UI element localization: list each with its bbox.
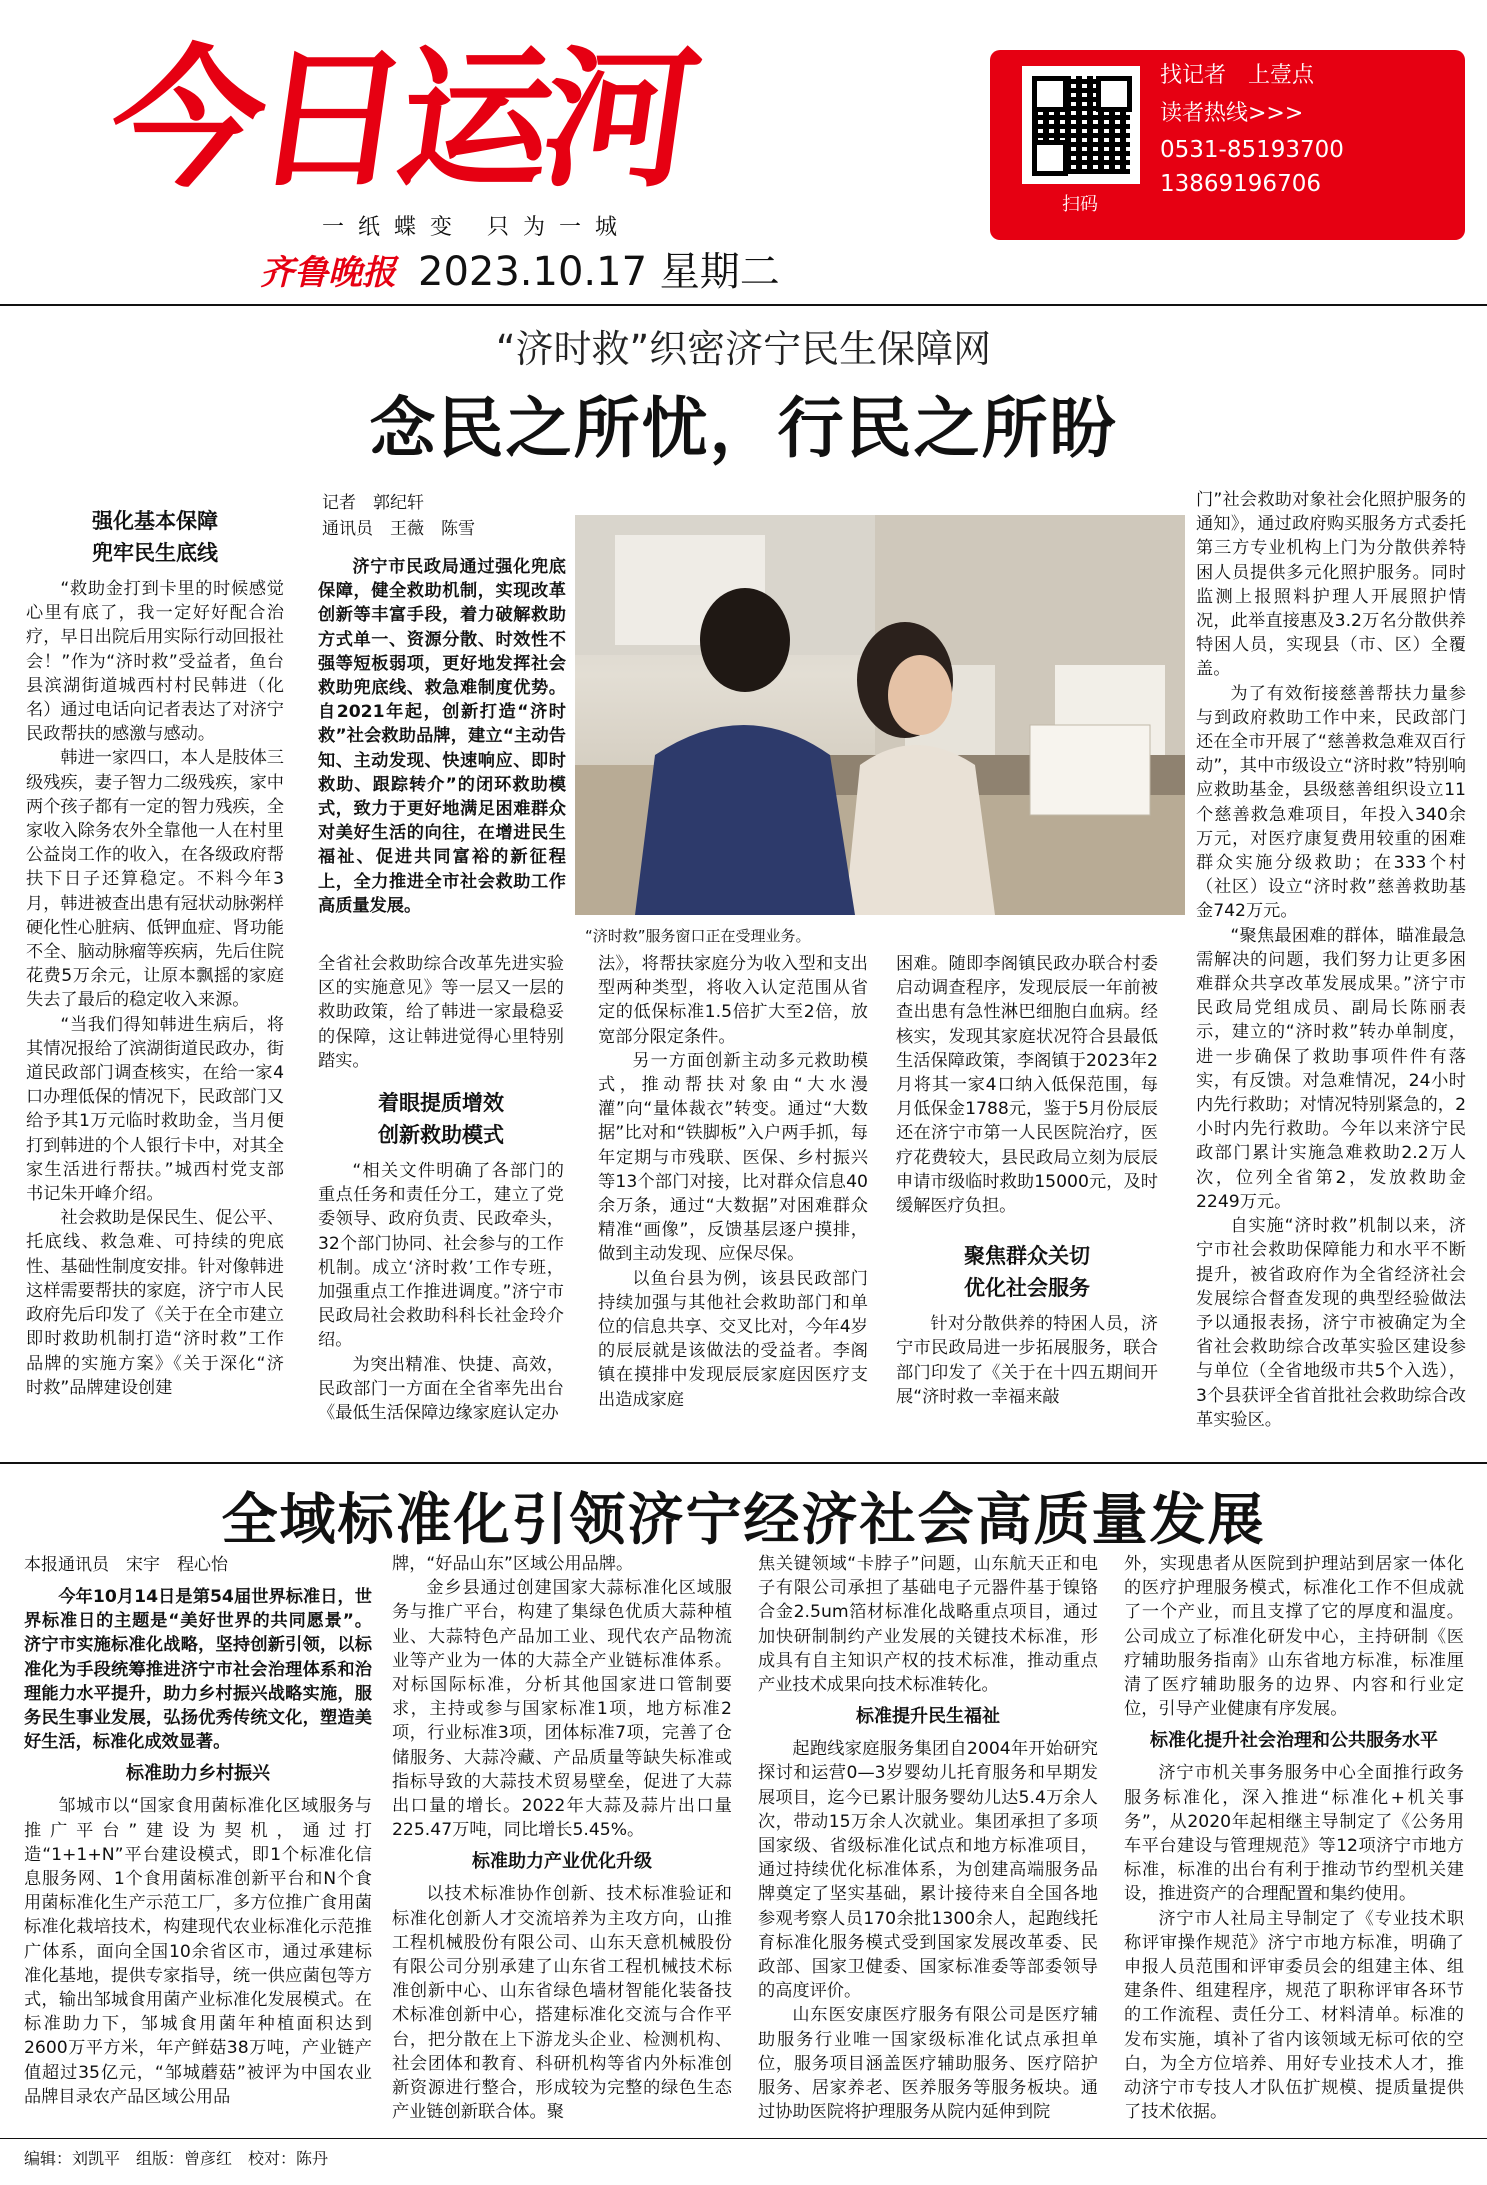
paragraph: 门”社会救助对象社会化照护服务的通知》，通过政府购买服务方式委托第三方专业机构上门为分散供养特困人员提供多元化照护服务。同时监测上报照料护理人开展照护情况，此举直接惠及3.2万名分散供养特困人员，实现县（市、区）全覆盖。	[1196, 490, 1466, 680]
subhead: 标准化提升社会治理和公共服务水平	[1150, 1730, 1438, 1752]
article2-column4	[1124, 1552, 1464, 2124]
paragraph: 法》，将帮扶家庭分为收入型和支出型两种类型，将收入认定范围从省定的低保标准1.5倍扩大至2倍，放宽部分限定条件。	[598, 954, 868, 1047]
paragraph: 济宁市人社局主导制定了《专业技术职称评审操作规范》济宁市地方标准，明确了申报人员范围和评审委员会的组建主体、组建条件、组建程序，规范了职称评审各环节的工作流程、责任分工、材料清单。标准的发布实施，填补了省内该领域无标可依的空白，为全方位培养、用好专业技术人才，推动济宁市专技人才队伍扩规模、提质量提供了技术依据。	[1124, 1908, 1464, 2123]
paragraph: 韩进一家四口，本人是肢体三级残疾，妻子智力二级残疾，家中两个孩子都有一定的智力残疾，全家收入除务农外全靠他一人在村里公益岗工作的收入，在各级政府帮扶下日子还算稳定。不料今年3月，韩进被查出患有冠状动脉粥样硬化性心脏病、低钾血症、肾功能不全、脑动脉瘤等疾病，先后住院花费5万余元，让原本飘摇的家庭失去了最后的稳定收入来源。	[26, 748, 284, 1011]
paragraph: 焦关键领域“卡脖子”问题，山东航天正和电子有限公司承担了基础电子元器件基于镍铬合金2.5um箔材标准化战略重点项目，通过加快研制制约产业发展的关键技术标准，形成具有自主知识产权的技术标准，推动重点产业技术成果向技术标准转化。	[758, 1554, 1098, 1696]
paragraph: 社会救助是保民生、促公平、托底线、救急难、可持续的兜底性、基础性制度安排。针对像韩进这样需要帮扶的家庭，济宁市人民政府先后印发了《关于在全市建立即时救助机制打造“济时救”工作品牌的实施方案》《关于深化“济时救”品牌建设创建	[26, 1208, 284, 1398]
article1-column2	[318, 952, 564, 1425]
paragraph: 以技术标准协作创新、技术标准验证和标准化创新人才交流培养为主攻方向，山推工程机械股份有限公司、山东天意机械股份有限公司分别承建了山东省工程机械技术标准创新中心、山东省绿色墙材智能化装备技术标准创新中心，搭建标准化交流与合作平台，把分散在上下游龙头企业、检测机构、社会团体和教育、科研机构等省内外标准创新资源进行整合，形成较为完整的绿色生态产业链创新联合体。聚	[392, 1884, 732, 2123]
article1-column1	[26, 505, 284, 1400]
subhead: 强化基本保障	[92, 509, 218, 533]
paragraph: 济宁市机关事务服务中心全面推行政务服务标准化，深入推进“标准化+机关事务”，从2020年起相继主导制定了《公务用车平台建设与管理规范》等12项济宁市地方标准，标准的出台有利于推动节约型机关建设，推进资产的合理配置和集约使用。	[1124, 1763, 1464, 1905]
paragraph: 自实施“济时救”机制以来，济宁市社会救助保障能力和水平不断提升，被省政府作为全省经济社会发展综合督查发现的典型经验做法予以通报表扬，济宁市被确定为全省社会救助综合改革实验区建设参与单位（全省地级市共5个入选），3个县获评全省首批社会救助综合改革实验区。	[1196, 1216, 1466, 1430]
article1-column5	[1196, 488, 1466, 1432]
editor-credits: 编辑：刘凯平 组版：曾彦红 校对：陈丹	[24, 2149, 329, 2168]
contact-line2: 读者热线>>>	[1160, 101, 1304, 126]
qr-code-icon[interactable]	[1022, 66, 1140, 184]
article2-byline: 本报通讯员 宋宇 程心怡	[24, 1555, 228, 1575]
article1-column3	[598, 952, 868, 1412]
lead-paragraph: 济宁市民政局通过强化兜底保障，健全救助机制，实现改革创新等丰富手段，着力破解救助方式单一、资源分散、时效性不强等短板弱项，更好地发挥社会救助兜底线、救急难制度优势。自2021年起，创新打造“济时救”社会救助品牌，建立“主动告知、主动发现、快速响应、即时救助、跟踪转介”的闭环救助模式，致力于更好地满足困难群众对美好生活的向往，在增进民生福祉、促进共同富裕的新征程上，全力推进全市社会救助工作高质量发展。	[318, 557, 566, 916]
subhead: 标准助力产业优化升级	[472, 1851, 652, 1873]
article2-headline: 全域标准化引领济宁经济社会高质量发展	[221, 1487, 1266, 1553]
paragraph: 为了有效衔接慈善帮扶力量参与到政府救助工作中来，民政部门还在全市开展了“慈善救急难双百行动”，其中市级设立“济时救”特别响应救助基金，县级慈善组织设立11个慈善救急难项目，年投入340余万元，对医疗康复费用较重的困难群众实施分级救助；在333个村（社区）设立“济时救”慈善救助基金742万元。	[1196, 683, 1466, 922]
hotline-phone1[interactable]: 0531-85193700	[1160, 137, 1344, 163]
article1-column4	[896, 952, 1158, 1409]
newspaper-brand-logo: 齐鲁晚报	[260, 253, 396, 293]
paragraph: “当我们得知韩进生病后，将其情况报给了滨湖街道民政办，街道民政部门调查核实，在给一家4口办理低保的情况下，民政部门又给予其1万元临时救助金，当月便打到韩进的个人银行卡中，对其全家生活进行帮扶。”城西村党支部书记朱开峰介绍。	[26, 1014, 284, 1205]
issue-date: 2023.10.17 星期二	[418, 249, 780, 295]
article2-column2	[392, 1552, 732, 2124]
contact-line1: 找记者 上壹点	[1160, 63, 1315, 88]
hotline-phone2[interactable]: 13869196706	[1160, 171, 1321, 197]
article1-byline	[322, 490, 475, 542]
masthead-slogan: 一纸蝶变 只为一城	[322, 215, 631, 240]
paragraph: 起跑线家庭服务集团自2004年开始研究探讨和运营0—3岁婴幼儿托育服务和早期发展项目，迄今已累计服务婴幼儿达5.4万余人次，带动15万余人次就业。集团承担了多项国家级、省级标准化试点和地方标准项目，通过持续优化标准体系，为创建高端服务品牌奠定了坚实基础，累计接待来自全国各地参观考察人员170余批1300余人，起跑线托育标准化服务模式受到国家发展改革委、民政部、国家卫健委、国家标准委等部委领导的高度评价。	[758, 1739, 1098, 2002]
paragraph: “救助金打到卡里的时候感觉心里有底了，我一定好好配合治疗，早日出院后用实际行动回报社会！”作为“济时救”受益者，鱼台县滨湖街道城西村村民韩进（化名）通过电话向记者表达了对济宁民政帮扶的感激与感动。	[26, 579, 284, 745]
paragraph: “聚焦最困难的群体，瞄准最急需解决的问题，我们努力让更多困难群众共享改革发展成果。”济宁市民政局党组成员、副局长陈丽表示，建立的“济时救”转办单制度，进一步确保了救助事项件件有落实，有反馈。对急难情况，24小时内先行救助；对情况特别紧急的，2小时内先行救助。今年以来济宁民政部门累计实施急难救助2.2万人次，位列全省第2，发放救助金2249万元。	[1196, 925, 1466, 1212]
byline-correspondent: 通讯员 王薇 陈雪	[322, 519, 475, 539]
paragraph: 以鱼台县为例，该县民政部门持续加强与其他社会救助部门和单位的信息共享、交叉比对，今年4岁的辰辰就是该做法的受益者。李阁镇在摸排中发现辰辰家庭因医疗支出造成家庭	[598, 1268, 868, 1410]
paragraph: “相关文件明确了各部门的重点任务和责任分工，建立了党委领导、政府负责、民政牵头，32个部门协同、社会参与的工作机制。成立‘济时救’工作专班，加强重点工作推进调度。”济宁市民政局社会救助科科长社金玲介绍。	[318, 1161, 564, 1351]
article2-column3	[758, 1552, 1098, 2124]
paragraph: 针对分散供养的特困人员，济宁市民政局进一步拓展服务，联合部门印发了《关于在十四五期间开展“济时救一幸福来敲	[896, 1314, 1158, 1407]
masthead-divider	[0, 304, 1487, 306]
footer-divider	[0, 2138, 1487, 2139]
byline-reporter: 记者 郭纪轩	[322, 493, 424, 513]
article1-lead	[318, 555, 566, 918]
lead-paragraph: 今年10月14日是第54届世界标准日，世界标准日的主题是“美好世界的共同愿景”。济宁市实施标准化战略，坚持创新引领，以标准化为手段统筹推进济宁市社会治理体系和治理能力水平提升，助力乡村振兴战略实施，服务民生事业发展，弘扬优秀传统文化，塑造美好生活，标准化成效显著。	[24, 1587, 372, 1753]
section-divider	[0, 1462, 1487, 1464]
paragraph: 牌，“好品山东”区域公用品牌。	[392, 1554, 634, 1574]
paragraph: 山东医安康医疗服务有限公司是医疗辅助服务行业唯一国家级标准化试点承担单位，服务项目涵盖医疗辅助服务、医疗陪护服务、居家养老、医养服务等服务板块。通过协助医院将护理服务从院内延伸到院	[758, 2005, 1098, 2123]
paragraph: 全省社会救助综合改革先进实验区的实施意见》等一层又一层的救助政策，给了韩进一家最稳妥的保障，这让韩进觉得心里特别踏实。	[318, 954, 564, 1071]
paragraph: 金乡县通过创建国家大蒜标准化区域服务与推广平台，构建了集绿色优质大蒜种植业、大蒜特色产品加工业、现代农产品物流业等产业为一体的大蒜全产业链标准体系。对标国际标准，分析其他国家进口管制要求，主持或参与国家标准1项，地方标准2项，行业标准3项，团体标准7项，完善了仓储服务、大蒜冷藏、产品质量等缺失标准或指标导致的大蒜技术贸易壁垒，促进了大蒜出口量的增长。2022年大蒜及蒜片出口量225.47万吨，同比增长5.45%。	[392, 1578, 732, 1841]
paragraph: 为突出精准、快捷、高效，民政部门一方面在全省率先出台《最低生活保障边缘家庭认定办	[318, 1354, 564, 1424]
subhead: 兜牢民生底线	[92, 541, 218, 565]
service-window-photo	[575, 515, 1185, 915]
subhead: 着眼提质增效	[378, 1091, 504, 1116]
paragraph: 邹城市以“国家食用菌标准化区域服务与推广平台”建设为契机，通过打造“1+1+N”平台建设模式，即1个标准化信息服务网、1个食用菌标准创新平台和N个食用菌标准化生产示范工厂，多方位推广食用菌标准化栽培技术，构建现代农业标准化示范推广体系，面向全国10余省区市，通过承建标准化基地，提供专家指导，统一供应菌包等方式，输出邹城食用菌产业标准化发展模式。在标准助力下，邹城食用菌年种植面积达到2600万平方米，年产鲜菇38万吨，产业链产值超过35亿元，“邹城蘑菇”被评为中国农业品牌目录农产品区域公用品	[24, 1796, 372, 2107]
masthead-title: 今日运河	[99, 31, 701, 208]
subhead: 优化社会服务	[964, 1276, 1090, 1301]
subhead: 聚焦群众关切	[964, 1244, 1090, 1269]
subhead: 标准提升民生福祉	[856, 1706, 1000, 1728]
article2-column1	[24, 1585, 372, 2109]
photo-caption: “济时救”服务窗口正在受理业务。	[585, 927, 811, 945]
qr-label: 扫码	[1062, 194, 1098, 215]
paragraph: 外，实现患者从医院到护理站到居家一体化的医疗护理服务模式，标准化工作不但成就了一个产业，而且支撑了它的厚度和温度。公司成立了标准化研发中心，主持研制《医疗辅助服务指南》山东省地方标准，标准厘清了医疗辅助服务的边界、内容和行业定位，引导产业健康有序发展。	[1124, 1554, 1464, 1720]
article1-kicker: “济时救”织密济宁民生保障网	[495, 327, 992, 371]
subhead: 标准助力乡村振兴	[126, 1763, 270, 1785]
paragraph: 另一方面创新主动多元救助模式，推动帮扶对象由“大水漫灌”向“量体裁衣”转变。通过“大数据”比对和“铁脚板”入户两手抓，每年定期与市残联、医保、乡村振兴等13个部门对接，比对群众信息40余万条，通过“大数据”对困难群众精准“画像”，反馈基层逐户摸排，做到主动发现、应保尽保。	[598, 1050, 868, 1265]
paragraph: 困难。随即李阁镇民政办联合村委启动调查程序，发现辰辰一年前被查出患有急性淋巴细胞白血病。经核实，发现其家庭状况符合县最低生活保障政策，李阁镇于2023年2月将其一家4口纳入低保范围，每月低保金1788元，鉴于5月份辰辰还在济宁市第一人民医院治疗，医疗花费较大，县民政局立刻为辰辰申请市级临时救助15000元，及时缓解医疗负担。	[896, 954, 1158, 1217]
subhead: 创新救助模式	[378, 1123, 504, 1148]
article1-headline: 念民之所忧，行民之所盼	[369, 389, 1118, 467]
